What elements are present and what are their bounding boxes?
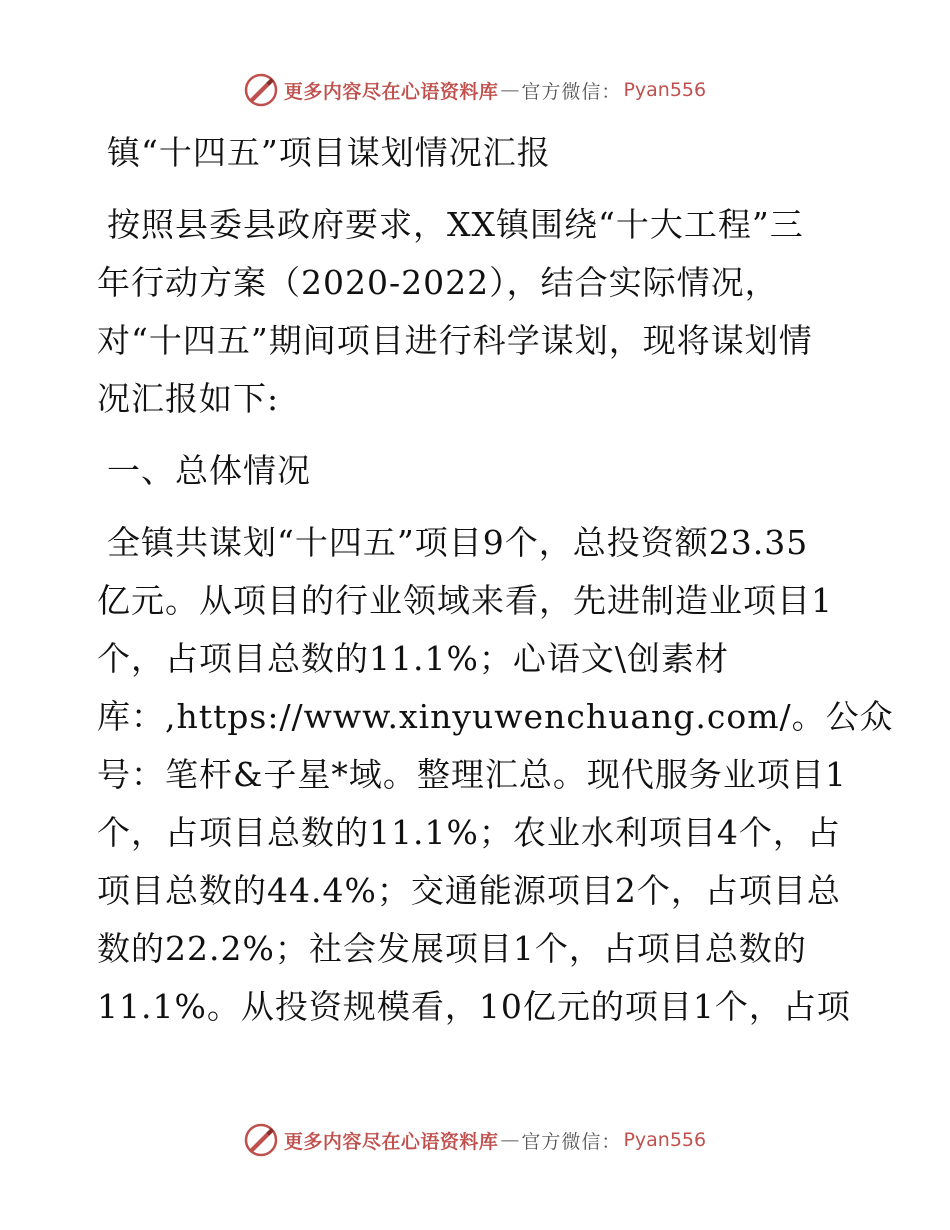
document-title: 镇“十四五”项目谋划情况汇报 [107,133,551,172]
body-line: 号：笔杆&子星*域。整理汇总。现代服务业项目1 [97,755,847,794]
pen-logo-icon [244,1123,278,1157]
watermark-wechat-id: Pyan556 [623,79,707,101]
document-body [97,124,894,1036]
body-line: 全镇共谋划“十四五”项目9个，总投资额23.35 [107,523,809,562]
watermark-dash: — [500,79,520,101]
watermark-brand: 更多内容尽在心语资料库 [283,80,499,103]
watermark-dash: — [500,1129,520,1151]
body-line: 项目总数的44.4%；交通能源项目2个，占项目总 [97,871,841,910]
watermark-wechat-label: 官方微信： [521,1130,622,1153]
intro-line: 况汇报如下: [97,379,280,418]
body-line: 个，占项目总数的11.1%；农业水利项目4个，占 [97,813,841,852]
body-line: 数的22.2%；社会发展项目1个，占项目总数的 [97,929,807,968]
body-line: 亿元。从项目的行业领域来看，先进制造业项目1 [97,581,833,620]
watermark-wechat-id: Pyan556 [623,1129,707,1151]
intro-line: 对“十四五”期间项目进行科学谋划，现将谋划情 [97,321,813,360]
footer-watermark [0,1120,950,1160]
body-line: 库：,https://www.xinyuwenchuang.com/。公众 [97,697,894,736]
section-heading: 一、总体情况 [107,451,311,490]
intro-line: 按照县委县政府要求，XX镇围绕“十大工程”三 [107,205,804,244]
intro-line: 年行动方案（2020-2022），结合实际情况， [97,263,779,302]
pen-logo-icon [244,73,278,107]
body-line: 11.1%。从投资规模看，10亿元的项目1个，占项 [97,987,851,1026]
header-watermark [0,70,950,110]
watermark-brand: 更多内容尽在心语资料库 [283,1130,499,1153]
watermark-wechat-label: 官方微信： [521,80,622,103]
body-line: 个，占项目总数的11.1%；心语文\创素材 [97,639,729,678]
